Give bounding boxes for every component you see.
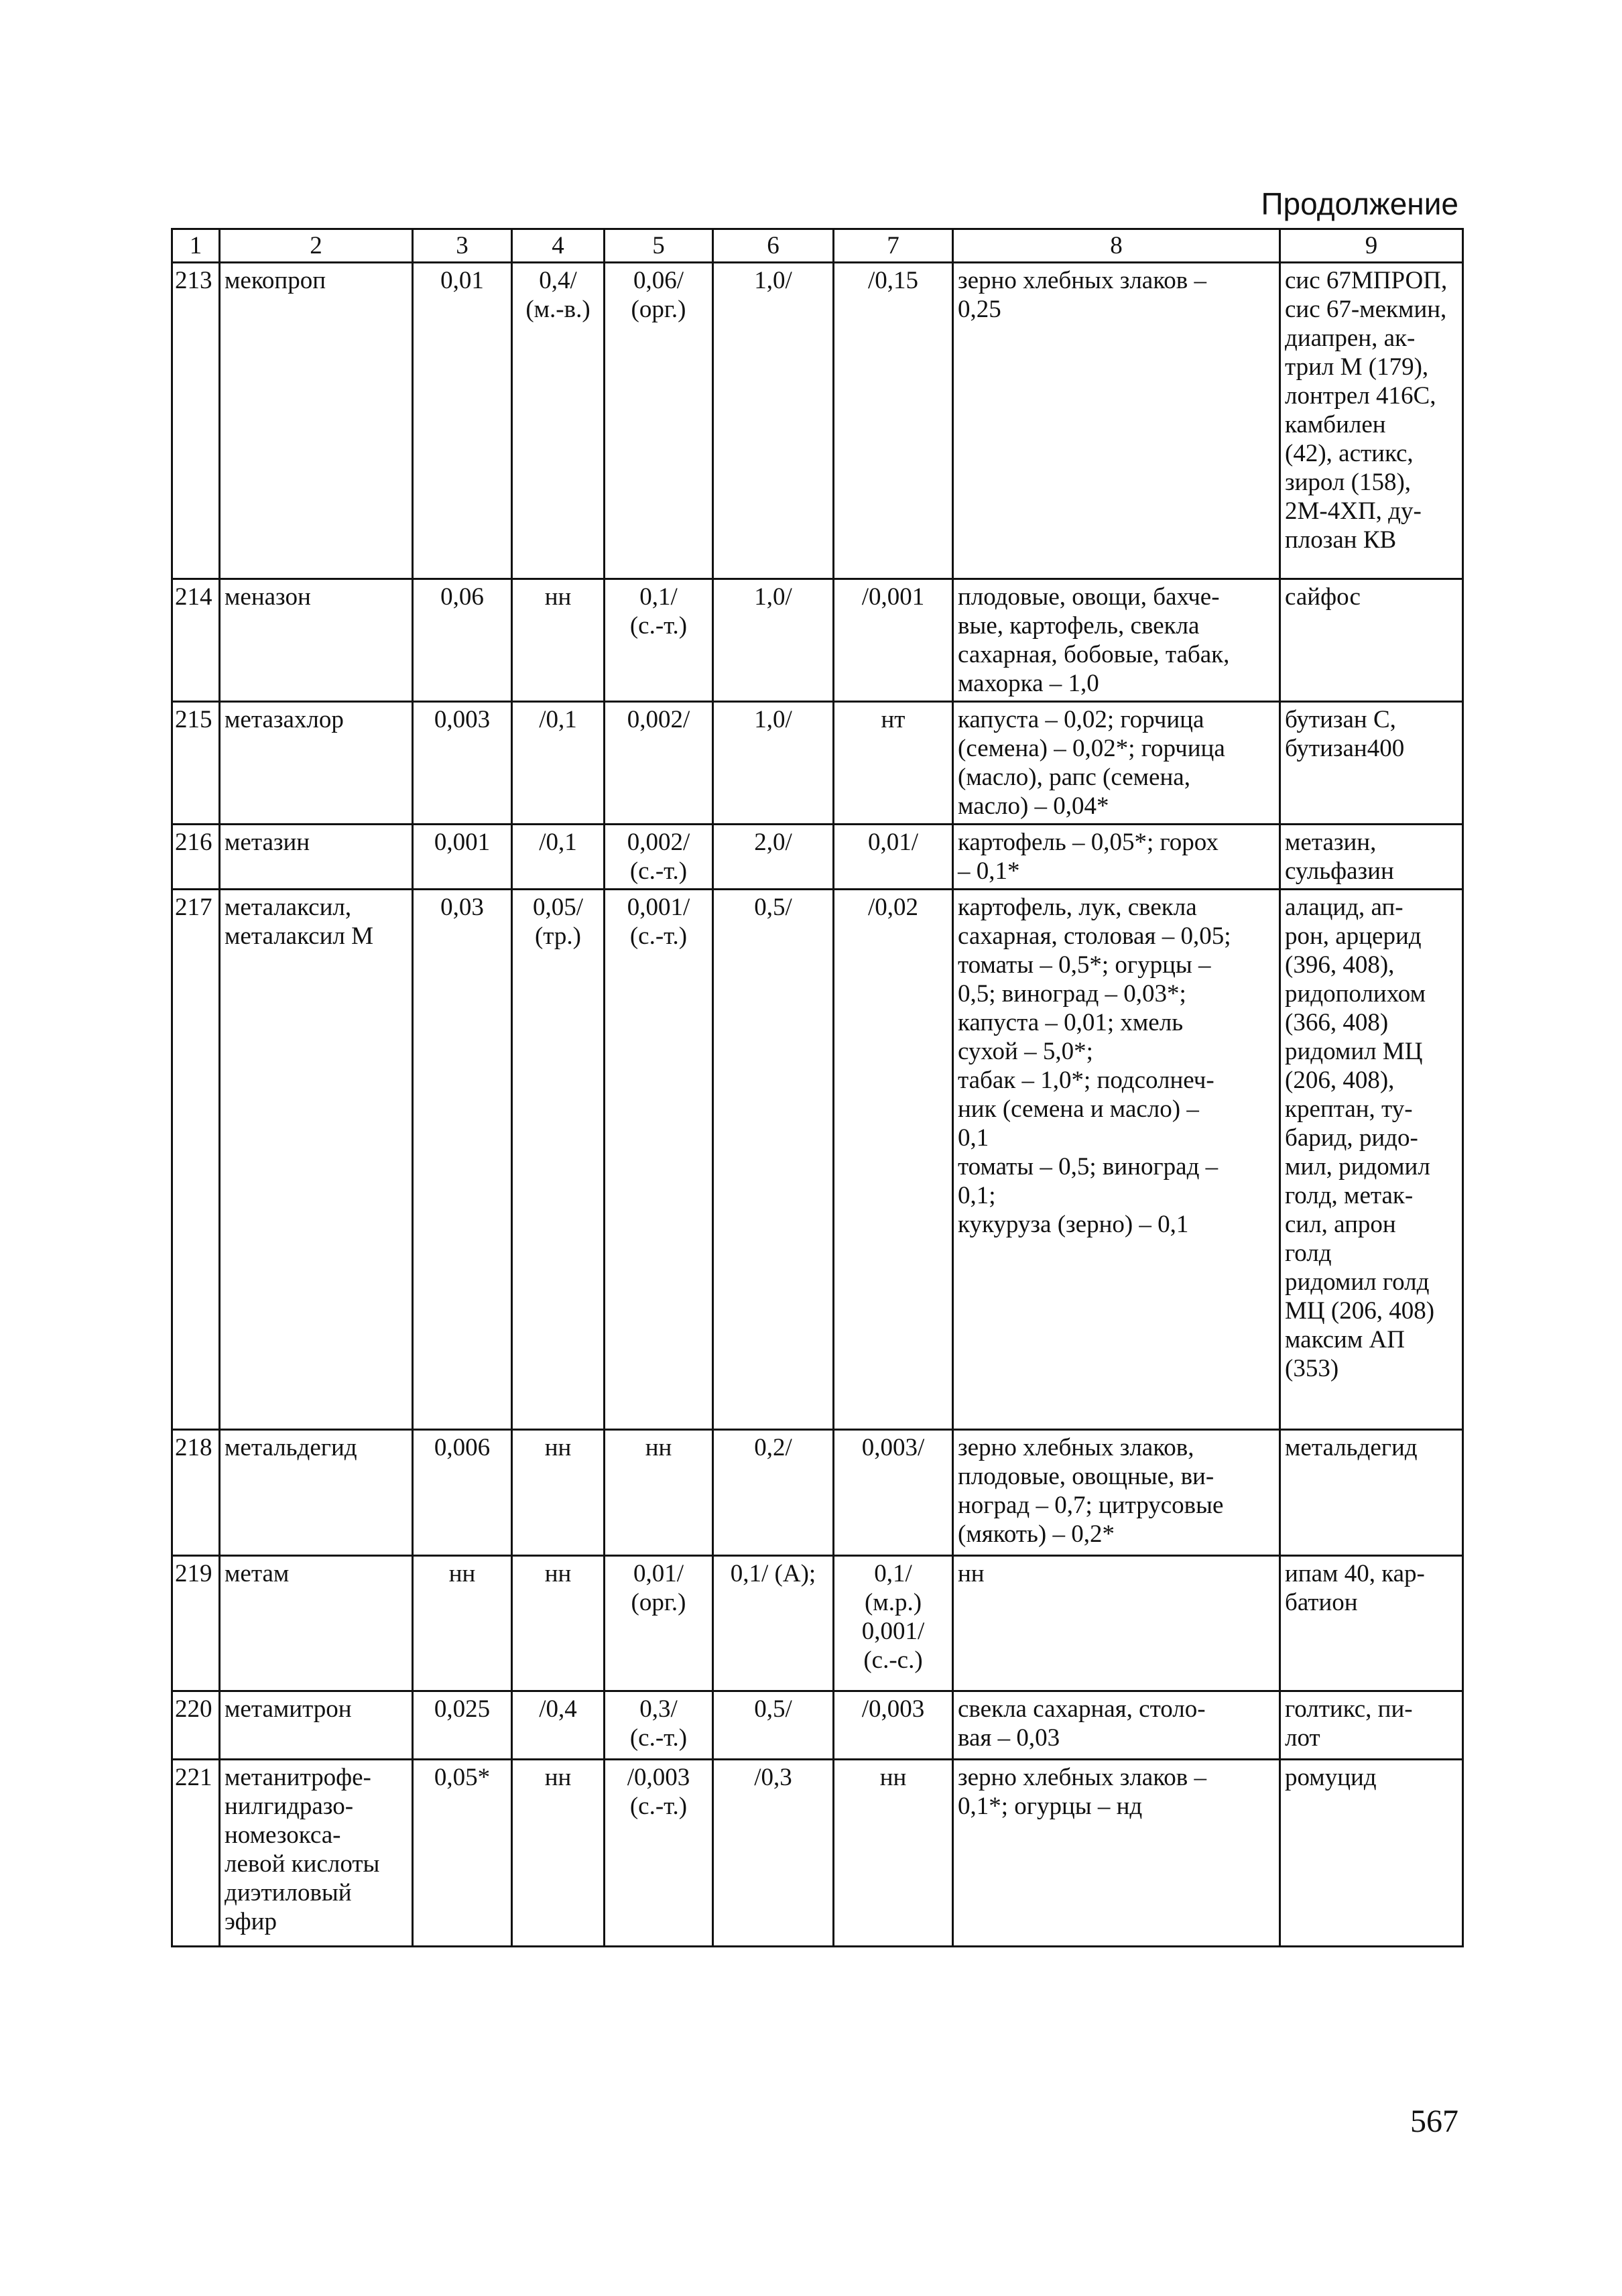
column-3-cell: 0,006: [413, 1430, 512, 1556]
residue-limits-cell: картофель, лук, свекла сахарная, столовая – 0,05; томаты – 0,5*; огурцы – 0,5; виноград – 0,03*; капуста – 0,01; хмель сухой – 5,0*; табак – 1,0*; подсолнеч- ник (семена и масло) – 0,1 томаты – 0,5; виноград – 0,1; кукуруза (зерно) – 0,1: [953, 890, 1280, 1430]
residue-limits-cell: зерно хлебных злаков – 0,25: [953, 263, 1280, 579]
row-number-cell: 214: [172, 579, 220, 702]
preparations-cell: ипам 40, кар- батион: [1280, 1556, 1463, 1691]
column-4-cell: /0,1: [512, 825, 605, 890]
header-row: [172, 229, 1463, 263]
substance-name-cell: метазахлор: [220, 702, 413, 825]
column-6-cell: 0,1/ (А);: [713, 1556, 834, 1691]
column-header-5: 5: [605, 229, 713, 263]
row-number-cell: 217: [172, 890, 220, 1430]
column-5-cell: 0,001/ (с.-т.): [605, 890, 713, 1430]
residue-limits-cell: зерно хлебных злаков, плодовые, овощные, ви- ноград – 0,7; цитрусовые (мякоть) – 0,2*: [953, 1430, 1280, 1556]
residue-limits-cell: картофель – 0,05*; горох – 0,1*: [953, 825, 1280, 890]
column-4-cell: 0,4/ (м.-в.): [512, 263, 605, 579]
column-4-cell: нн: [512, 1430, 605, 1556]
preparations-cell: голтикс, пи- лот: [1280, 1691, 1463, 1760]
column-5-cell: 0,01/ (орг.): [605, 1556, 713, 1691]
column-7-cell: 0,01/: [834, 825, 953, 890]
column-5-cell: 0,002/: [605, 702, 713, 825]
preparations-cell: метальдегид: [1280, 1430, 1463, 1556]
column-4-cell: нн: [512, 1760, 605, 1947]
preparations-cell: метазин, сульфазин: [1280, 825, 1463, 890]
column-5-cell: 0,3/ (с.-т.): [605, 1691, 713, 1760]
residue-limits-cell: нн: [953, 1556, 1280, 1691]
column-7-cell: нн: [834, 1760, 953, 1947]
preparations-cell: сайфос: [1280, 579, 1463, 702]
column-5-cell: 0,06/ (орг.): [605, 263, 713, 579]
table-row: [172, 890, 1463, 1430]
preparations-cell: бутизан С, бутизан400: [1280, 702, 1463, 825]
page-number: 567: [1410, 2104, 1458, 2139]
row-number-cell: 216: [172, 825, 220, 890]
column-7-cell: 0,003/: [834, 1430, 953, 1556]
substance-name-cell: мекопроп: [220, 263, 413, 579]
column-5-cell: нн: [605, 1430, 713, 1556]
substance-name-cell: меназон: [220, 579, 413, 702]
column-7-cell: /0,02: [834, 890, 953, 1430]
residue-limits-cell: зерно хлебных злаков – 0,1*; огурцы – нд: [953, 1760, 1280, 1947]
substance-name-cell: метам: [220, 1556, 413, 1691]
column-5-cell: /0,003 (с.-т.): [605, 1760, 713, 1947]
column-3-cell: 0,05*: [413, 1760, 512, 1947]
column-header-6: 6: [713, 229, 834, 263]
column-header-4: 4: [512, 229, 605, 263]
substance-name-cell: метальдегид: [220, 1430, 413, 1556]
residue-limits-cell: плодовые, овощи, бахче- вые, картофель, свекла сахарная, бобовые, табак, махорка – 1,0: [953, 579, 1280, 702]
column-5-cell: 0,002/ (с.-т.): [605, 825, 713, 890]
column-3-cell: 0,03: [413, 890, 512, 1430]
column-7-cell: /0,15: [834, 263, 953, 579]
preparations-cell: ромуцид: [1280, 1760, 1463, 1947]
row-number-cell: 218: [172, 1430, 220, 1556]
column-header-7: 7: [834, 229, 953, 263]
column-3-cell: 0,06: [413, 579, 512, 702]
column-4-cell: 0,05/ (тр.): [512, 890, 605, 1430]
column-header-9: 9: [1280, 229, 1463, 263]
column-3-cell: нн: [413, 1556, 512, 1691]
table-row: [172, 1691, 1463, 1760]
substance-name-cell: метанитрофе- нилгидразо- номезокса- левой кислоты диэтиловый эфир: [220, 1760, 413, 1947]
row-number-cell: 215: [172, 702, 220, 825]
column-7-cell: 0,1/ (м.р.) 0,001/ (с.-с.): [834, 1556, 953, 1691]
row-number-cell: 219: [172, 1556, 220, 1691]
row-number-cell: 213: [172, 263, 220, 579]
column-3-cell: 0,001: [413, 825, 512, 890]
column-5-cell: 0,1/ (с.-т.): [605, 579, 713, 702]
substance-name-cell: металаксил, металаксил М: [220, 890, 413, 1430]
table-row: [172, 579, 1463, 702]
table-row: [172, 1760, 1463, 1947]
column-7-cell: /0,001: [834, 579, 953, 702]
residue-limits-cell: свекла сахарная, столо- вая – 0,03: [953, 1691, 1280, 1760]
preparations-cell: алацид, ап- рон, арцерид (396, 408), ридополихом (366, 408) ридомил МЦ (206, 408), крептан, ту- барид, ридо- мил, ридомил голд, метак- сил, апрон голд ридомил голд МЦ (206, 408) максим АП (353): [1280, 890, 1463, 1430]
column-4-cell: /0,4: [512, 1691, 605, 1760]
preparations-cell: сис 67МПРОП, сис 67-мекмин, диапрен, ак- трил М (179), лонтрел 416С, камбилен (42), астикс, зирол (158), 2М-4ХП, ду- плозан КВ: [1280, 263, 1463, 579]
residue-limits-cell: капуста – 0,02; горчица (семена) – 0,02*; горчица (масло), рапс (семена, масло) – 0,04*: [953, 702, 1280, 825]
column-6-cell: /0,3: [713, 1760, 834, 1947]
column-3-cell: 0,003: [413, 702, 512, 825]
column-4-cell: /0,1: [512, 702, 605, 825]
substance-name-cell: метамитрон: [220, 1691, 413, 1760]
column-6-cell: 0,2/: [713, 1430, 834, 1556]
table-row: [172, 263, 1463, 579]
substance-name-cell: метазин: [220, 825, 413, 890]
pesticide-table: [171, 228, 1464, 1947]
row-number-cell: 220: [172, 1691, 220, 1760]
column-6-cell: 1,0/: [713, 579, 834, 702]
column-4-cell: нн: [512, 579, 605, 702]
column-6-cell: 2,0/: [713, 825, 834, 890]
column-6-cell: 0,5/: [713, 890, 834, 1430]
column-6-cell: 0,5/: [713, 1691, 834, 1760]
continuation-label: Продолжение: [1261, 186, 1458, 221]
table-body: [172, 263, 1463, 1947]
table-row: [172, 1430, 1463, 1556]
column-3-cell: 0,01: [413, 263, 512, 579]
column-6-cell: 1,0/: [713, 263, 834, 579]
column-header-1: 1: [172, 229, 220, 263]
column-header-2: 2: [220, 229, 413, 263]
column-4-cell: нн: [512, 1556, 605, 1691]
table-row: [172, 702, 1463, 825]
column-header-8: 8: [953, 229, 1280, 263]
column-7-cell: нт: [834, 702, 953, 825]
table-row: [172, 825, 1463, 890]
row-number-cell: 221: [172, 1760, 220, 1947]
column-header-3: 3: [413, 229, 512, 263]
column-7-cell: /0,003: [834, 1691, 953, 1760]
column-6-cell: 1,0/: [713, 702, 834, 825]
column-3-cell: 0,025: [413, 1691, 512, 1760]
table-row: [172, 1556, 1463, 1691]
